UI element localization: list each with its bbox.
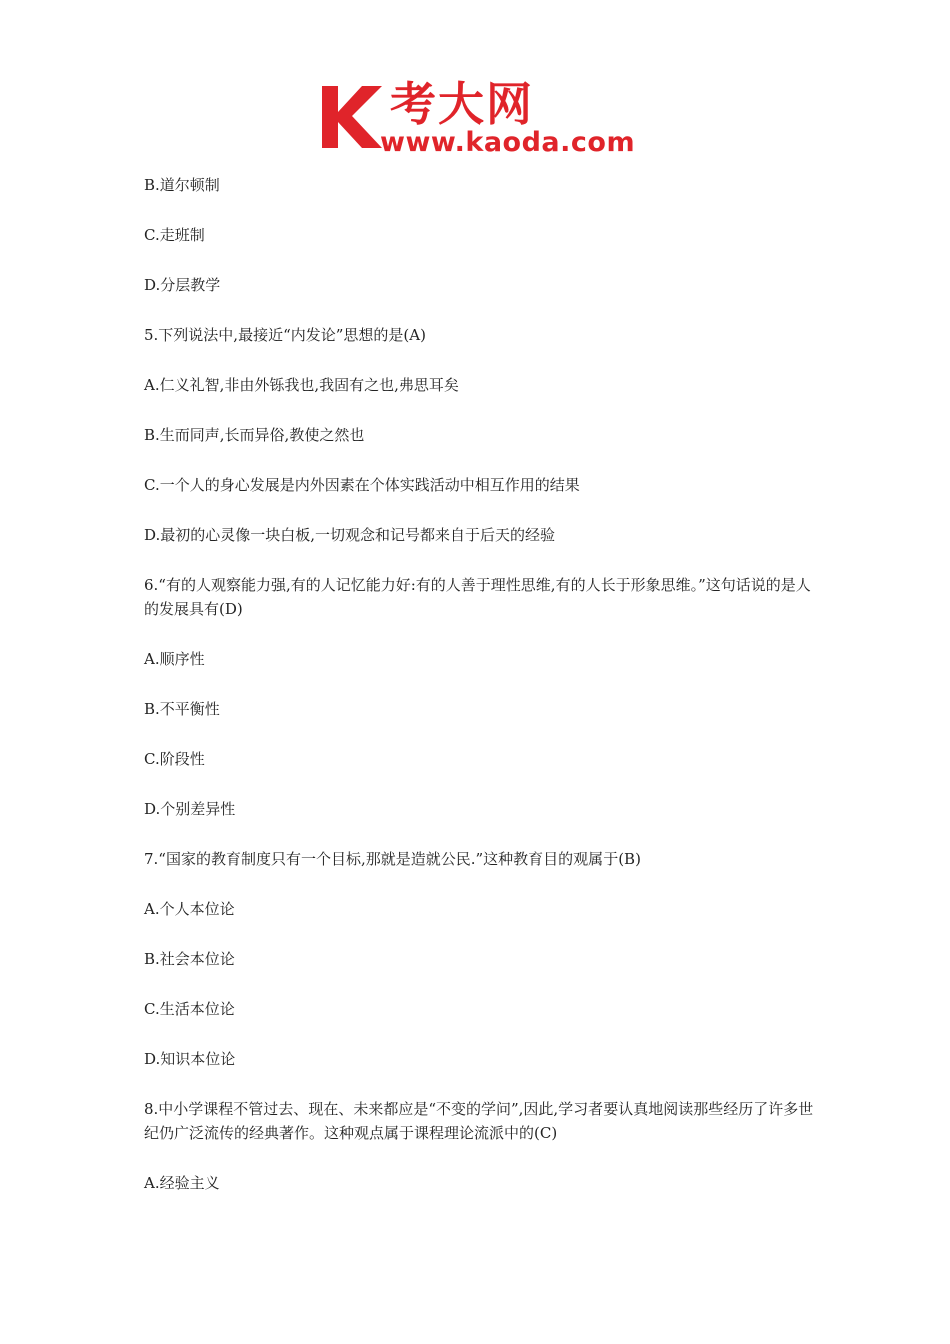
- option-d-fenceng: D.分层教学: [144, 276, 221, 294]
- q5-option-d: D.最初的心灵像一块白板,一切观念和记号都来自于后天的经验: [144, 526, 556, 544]
- logo-url: www.kaoda.com: [380, 127, 636, 158]
- question-8: 8.中小学课程不管过去、现在、未来都应是“不变的学问”,因此,学习者要认真地阅读那些经历了许多世纪仍广泛流传的经典著作。这种观点属于课程理论流派中的(C): [144, 1100, 814, 1142]
- option-c-zoubanzhi: C.走班制: [144, 226, 205, 244]
- q5-option-a: A.仁义礼智,非由外铄我也,我固有之也,弗思耳矣: [144, 376, 459, 394]
- question-content: [144, 173, 816, 1221]
- kaoda-logo: [318, 78, 640, 160]
- q5-option-c: C.一个人的身心发展是内外因素在个体实践活动中相互作用的结果: [144, 476, 580, 494]
- q6-option-d: D.个别差异性: [144, 800, 236, 818]
- logo-k-mark: [318, 82, 384, 152]
- option-b-daltonzhi: B.道尔顿制: [144, 176, 220, 194]
- question-5: 5.下列说法中,最接近“内发论”思想的是(A): [144, 326, 426, 344]
- q8-option-a: A.经验主义: [144, 1174, 220, 1192]
- q5-option-b: B.生而同声,长而异俗,教使之然也: [144, 426, 365, 444]
- question-7: 7.“国家的教育制度只有一个目标,那就是造就公民.”这种教育目的观属于(B): [144, 850, 641, 868]
- q7-option-c: C.生活本位论: [144, 1000, 235, 1018]
- q7-option-b: B.社会本位论: [144, 950, 235, 968]
- q7-option-d: D.知识本位论: [144, 1050, 236, 1068]
- question-6: 6.“有的人观察能力强,有的人记忆能力好:有的人善于理性思维,有的人长于形象思维。”这句话说的是人的发展具有(D): [144, 576, 811, 618]
- q6-option-b: B.不平衡性: [144, 700, 220, 718]
- q6-option-c: C.阶段性: [144, 750, 205, 768]
- q7-option-a: A.个人本位论: [144, 900, 235, 918]
- logo-name: 考大网: [390, 77, 534, 131]
- q6-option-a: A.顺序性: [144, 650, 205, 668]
